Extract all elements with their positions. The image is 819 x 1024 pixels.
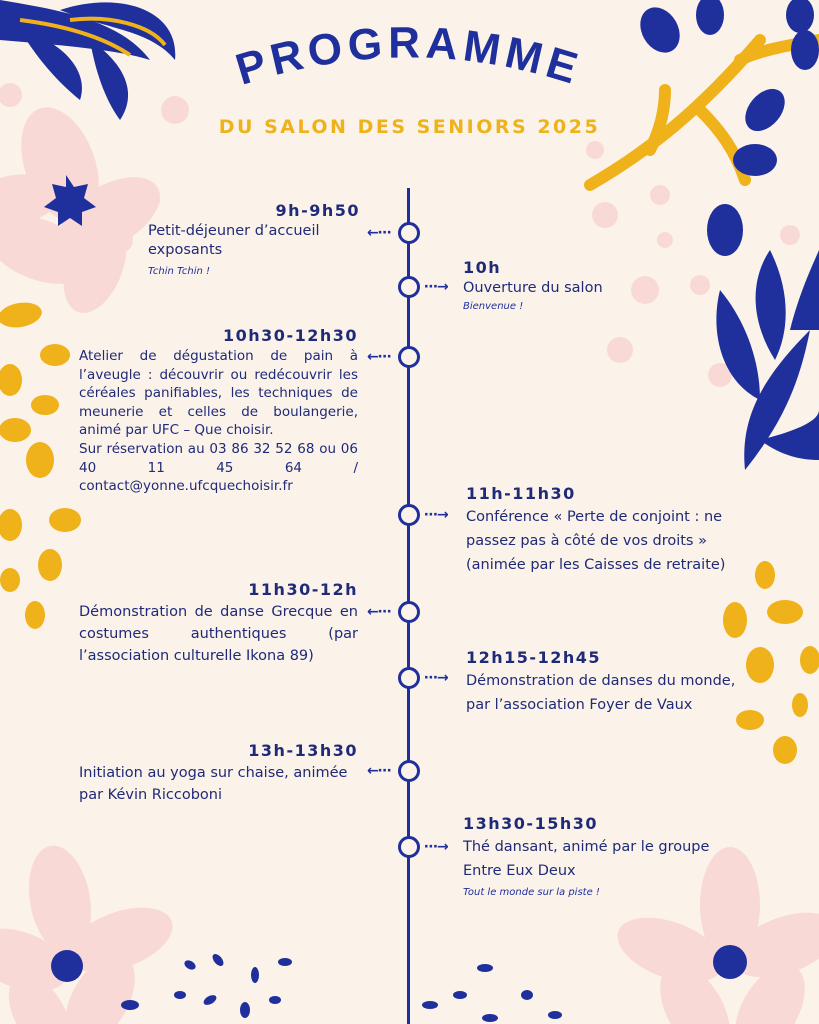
arrow-right-icon: ⋯→: [424, 279, 448, 295]
event-reservation: Sur réservation au 03 86 32 52 68 ou 06 40 11 45 64 / contact@yonne.ufcquechoisir.fr: [79, 440, 358, 495]
event-note: Tout le monde sur la piste !: [463, 887, 600, 898]
arrow-right-icon: ⋯→: [424, 670, 448, 686]
title-text: PROGRAMME: [230, 18, 588, 95]
event-description: Thé dansant, animé par le groupe Entre Eux Deux: [463, 839, 710, 879]
event-conference: [466, 484, 756, 577]
timeline-node: [398, 760, 420, 782]
event-the-dansant: [463, 814, 723, 898]
svg-text:PROGRAMME: [230, 18, 587, 94]
arrow-left-icon: ←⋯: [367, 604, 391, 620]
event-description: Petit-déjeuner d’accueil exposants: [148, 223, 320, 258]
timeline-node: [398, 667, 420, 689]
event-atelier-pain: [79, 326, 358, 496]
arrow-right-icon: ⋯→: [424, 507, 448, 523]
timeline-node: [398, 346, 420, 368]
timeline-node: [398, 276, 420, 298]
event-time: 13h-13h30: [248, 741, 358, 760]
event-description: Initiation au yoga sur chaise, animée par Kévin Riccoboni: [79, 765, 348, 803]
event-description: Démonstration de danse Grecque en costumes authentiques (par l’association culturelle Ikona 89): [79, 604, 358, 664]
event-time: 10h: [463, 258, 502, 277]
arrow-left-icon: ←⋯: [367, 225, 391, 241]
event-petit-dejeuner: [148, 201, 360, 277]
event-time: 11h-11h30: [466, 484, 576, 503]
event-note: Bienvenue !: [463, 301, 524, 312]
arrow-left-icon: ←⋯: [367, 349, 391, 365]
event-description: Ouverture du salon: [463, 280, 603, 296]
timeline-node: [398, 504, 420, 526]
event-description: Démonstration de danses du monde, par l’association Foyer de Vaux: [466, 673, 736, 713]
event-danse-grecque: [79, 580, 358, 667]
event-time: 9h-9h50: [275, 201, 360, 220]
event-description: Atelier de dégustation de pain à l’aveugle : découvrir ou redécouvrir les céréales panifiables, les techniques de meunerie et celles de boulangerie, animé par UFC – Que choisir.: [79, 348, 358, 439]
event-time: 13h30-15h30: [463, 814, 598, 833]
timeline-node: [398, 836, 420, 858]
event-description: Conférence « Perte de conjoint : ne passez pas à côté de vos droits » (animée par les Caisses de retraite): [466, 509, 726, 573]
arrow-right-icon: ⋯→: [424, 839, 448, 855]
event-note: Tchin Tchin !: [148, 266, 211, 277]
timeline-node: [398, 222, 420, 244]
page-subtitle: DU SALON DES SENIORS 2025: [218, 116, 601, 138]
event-ouverture: [463, 258, 663, 312]
event-danses-monde: [466, 648, 756, 717]
arrow-left-icon: ←⋯: [367, 763, 391, 779]
event-time: 11h30-12h: [248, 580, 358, 599]
event-time: 10h30-12h30: [223, 326, 358, 345]
timeline-node: [398, 601, 420, 623]
event-yoga: [79, 741, 358, 806]
event-time: 12h15-12h45: [466, 648, 601, 667]
